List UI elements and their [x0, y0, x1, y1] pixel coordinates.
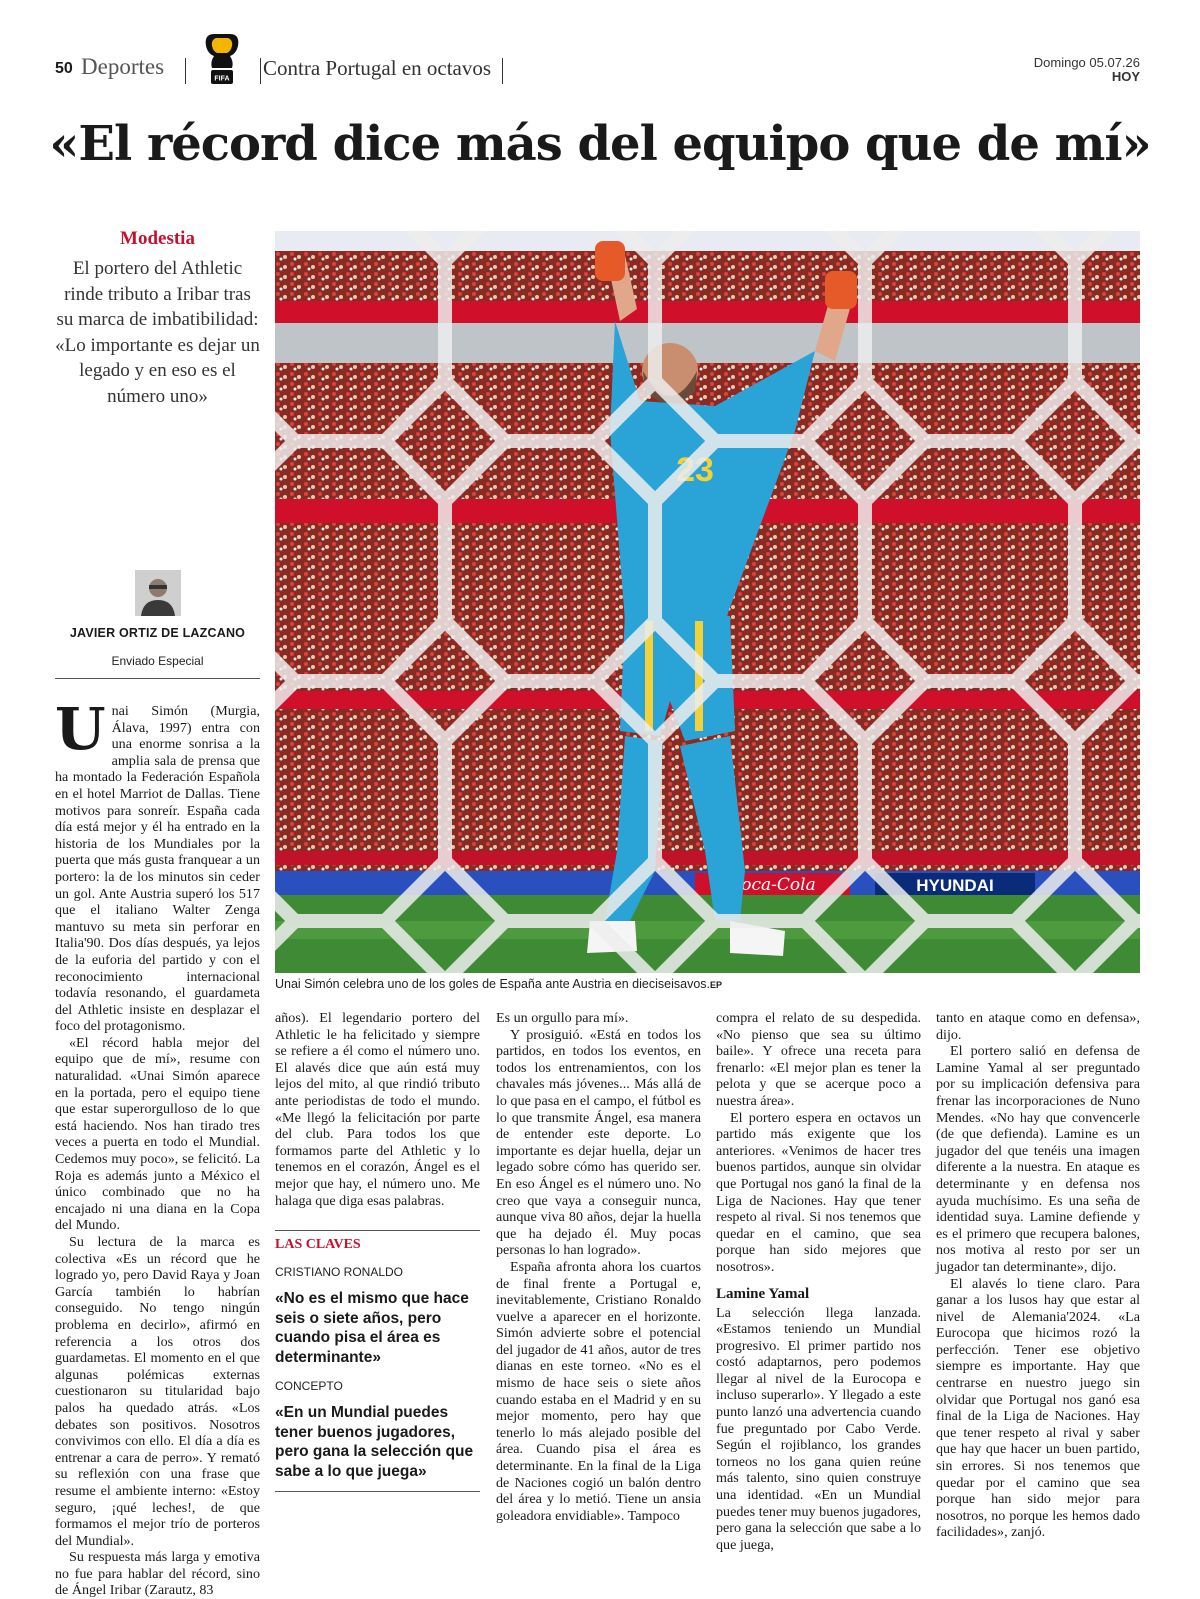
paragraph: El portero espera en octavos un partido más exigente que los anteriores. «Venimos de hacer tres buenos partidos, aunque sin olvidar que Portugal nos ganó la final de la Liga de Naciones. Hay que tener respeto al rival. Si nos tenemos que quedar en el camino, que sea porque han sido mejores que nosotros».	[716, 1109, 921, 1275]
world-cup-logo	[200, 32, 244, 90]
paragraph: Es un orgullo para mí».	[496, 1010, 629, 1026]
paragraph: Su lectura de la marca es colectiva «Es un récord que he logrado yo, pero David Raya y Joan García también lo habrían conseguido. No tengo ningún problema en decirlo», afirmó en referencia a los otros dos guardametas. El momento en el que algunas polémicas externas cuestionaron su titularidad bajo palos ha quedado atrás. «Los debates son positivos. Nosotros convivimos con ello. El día a día es entrenar a cara de perro». Y remató su reflexión con una frase que resume el ambiente interno: «Estoy seguro, ¡qué leches!, de que formamos el mejor trío de porteros del Mundial».	[55, 1234, 260, 1549]
issue-date	[1034, 56, 1140, 84]
paragraph: El portero salió en defensa de Lamine Yamal al ser preguntado por su implicación defensiva para frenar las incorporaciones de Nuno Mendes. «No hay que convencerle (de que defienda). Lamine es un jugador del que tenéis una imagen diferente a la nuestra. En ataque es determinante y en defensa nos ayuda muchísimo. Es una seña de identidad suya. Lamine defiende y es el primero que recupera balones, nos motiva al resto por ser un jugador tan determinante», dijo.	[936, 1043, 1140, 1275]
body-column-1	[55, 695, 260, 1599]
byline-rule	[55, 678, 260, 679]
paragraph: La selección llega lanzada. «Estamos teniendo un Mundial progresivo. El primer partido nos costó adaptarnos, pero podemos llegar al nivel de la Eurocopa e incluso superarlo». Y llegado a este punto lanzó una advertencia cuando fue preguntado por Cabo Verde. Según el rojiblanco, los grandes torneos no los gana quien reúne más talento, sino quien construye una identidad. «En un Mundial puedes tener muy buenos jugadores, pero gana la selección que sabe a lo que juega,	[716, 1304, 921, 1553]
headline: «El récord dice más del equipo que de mí»	[49, 116, 1151, 172]
header-divider	[502, 58, 503, 84]
paragraph: compra el relato de su despedida. «No pienso que sea su último baile». Y ofrece una receta para frenarlo: «El mejor plan es tener la pelota y que se acerque poco a nuestra área».	[716, 1010, 921, 1109]
body-column-3	[496, 1010, 701, 1524]
quote-label: CONCEPTO	[275, 1379, 343, 1393]
paragraph: Unai Simón (Murgia, Álava, 1997) entra con una enorme sonrisa a la amplia sala de prensa que ha montado la Federación Española en el hotel Marriot de Dallas. Tiene motivos para sonreír. España cada día está mejor y él ha entrado en la historia de los Mundiales por la puerta que más gusta franquear a un portero: la de los minutos sin ceder un gol. Ante Austria superó los 517 que el italiano Walter Zenga mantuvo su meta sin perforar en Italia'90. Dos días después, ya lejos de la euforia del partido y con el reconocimiento internacional todavía resonando, el guardameta del Athletic insiste en desplazar el foco del protagonismo.	[55, 695, 260, 1035]
page-header	[55, 30, 1140, 90]
paragraph: Su respuesta más larga y emotiva no fue para hablar del récord, sino de Ángel Iribar (Zarautz, 83	[55, 1549, 260, 1599]
key-quotes-box	[275, 1230, 480, 1492]
pull-quote: «No es el mismo que hace seis o siete años, pero cuando pisa el área es determinante»	[275, 1290, 469, 1366]
header-divider	[260, 58, 261, 84]
byline	[55, 570, 260, 679]
author-name: JAVIER ORTIZ DE LAZCANO	[69, 626, 246, 640]
paragraph: años). El legendario portero del Athletic le ha felicitado y siempre se refiere a él como el número uno. El alavés dice que aún está muy lejos del mito, al que rindió tributo ante periodistas de todo el mundo. «Me llegó la felicitación por parte del club. Para todos los que formamos parte del Athletic y lo tenemos en el corazón, Ángel es el mejor que hay, el número uno. Me halaga que diga esas palabras.	[275, 1010, 480, 1209]
section-name: Deportes	[81, 54, 165, 79]
body-column-4	[716, 1010, 921, 1553]
paragraph: Y prosiguió. «Está en todos los partidos, en todos los eventos, en todos los entrenamientos, con los chavales más jóvenes... Más allá de lo que pasa en el campo, el fútbol es lo que transmite Ángel, esa manera de entender este deporte. Lo importante es dejar huella, dejar un legado sobre cómo has querido ser. En eso Ángel es el número uno. No creo que vaya a conseguir nunca, aunque viva 80 años, dejar la huella que ha dejado él. Muy pocas personas lo han logrado».	[496, 1026, 701, 1259]
photo-credit: EP	[710, 980, 723, 990]
paragraph: «El récord habla mejor del equipo que de mí», resume con naturalidad. «Unai Simón aparece en la portada, pero el equipo tiene que estar superorgulloso de lo que está haciendo. Nos han tirado tres veces a puerta en todo el Mundial. Cedemos muy poco», se felicitó. La Roja es además junto a México el único combinado que no ha encajado ni una diana en la Copa del Mundo.	[55, 1034, 260, 1234]
pull-quote: «En un Mundial puedes tener buenos jugadores, pero gana la selección que sabe a lo que juega»	[275, 1404, 474, 1480]
main-photo	[275, 231, 1140, 973]
photo-caption	[275, 977, 1140, 991]
caption-text: Unai Simón celebra uno de los goles de España ante Austria en dieciseisavos.	[275, 977, 710, 991]
page-number: 50	[55, 60, 73, 77]
sidebar-standfirst	[55, 228, 260, 409]
header-divider	[185, 58, 186, 84]
author-role: Enviado Especial	[111, 654, 204, 668]
date-text: Domingo 05.07.26	[1033, 55, 1140, 70]
svg-text:FIFA: FIFA	[214, 75, 230, 83]
quote-label: CRISTIANO RONALDO	[275, 1265, 404, 1279]
paragraph: El alavés lo tiene claro. Para ganar a los lusos hay que estar al nivel de Alemania'2024. «La Eurocopa que hicimos rozó la perfección. Tener ese objetivo siempre es importante. Hay que centrarse en nuestro juego sin olvidar que Portugal nos ganó esa final de la Liga de Naciones. Hay que tener respeto al rival y saber que hay que hacer un buen partido, sin errores. Si nos tenemos que quedar por el camino que sea porque han sido mejor para nosotros, no porque les hemos dado facilidades», zanjó.	[936, 1275, 1140, 1541]
section-topic: Contra Portugal en octavos	[263, 56, 492, 80]
author-avatar	[135, 570, 181, 616]
body-column-2	[275, 1010, 480, 1209]
box-rule	[275, 1491, 480, 1492]
subhead: El portero del Athletic rinde tributo a Iribar tras su marca de imbatibilidad: «Lo importante es dejar un legado y en eso es el número uno»	[55, 258, 260, 407]
drop-cap: U	[55, 695, 106, 763]
paragraph: tanto en ataque como en defensa», dijo.	[936, 1010, 1140, 1043]
paragraph: España afronta ahora los cuartos de final frente a Portugal e, inevitablemente, Cristiano Ronaldo vuelve a aparecer en el horizonte. Simón advierte sobre el potencial del jugador de 41 años, autor de tres dianas en este torneo. «No es el mismo de hace seis o siete años cuando estaba en el Madrid y en su mejor momento, pero hay que tenerlo lo más alejado posible del área. Cuando pisa el área es determinante. En la final de la Liga de Naciones cogió un balón dentro del área y lo metió. Tiene un ansia goleadora envidiable». Tampoco	[496, 1258, 701, 1524]
section-subhead: Lamine Yamal	[716, 1285, 810, 1302]
kicker: Modestia	[120, 228, 195, 249]
paper-name: HOY	[1111, 69, 1140, 84]
key-quotes-title: LAS CLAVES	[275, 1237, 361, 1252]
box-rule	[275, 1230, 480, 1231]
body-column-5	[936, 1010, 1140, 1541]
